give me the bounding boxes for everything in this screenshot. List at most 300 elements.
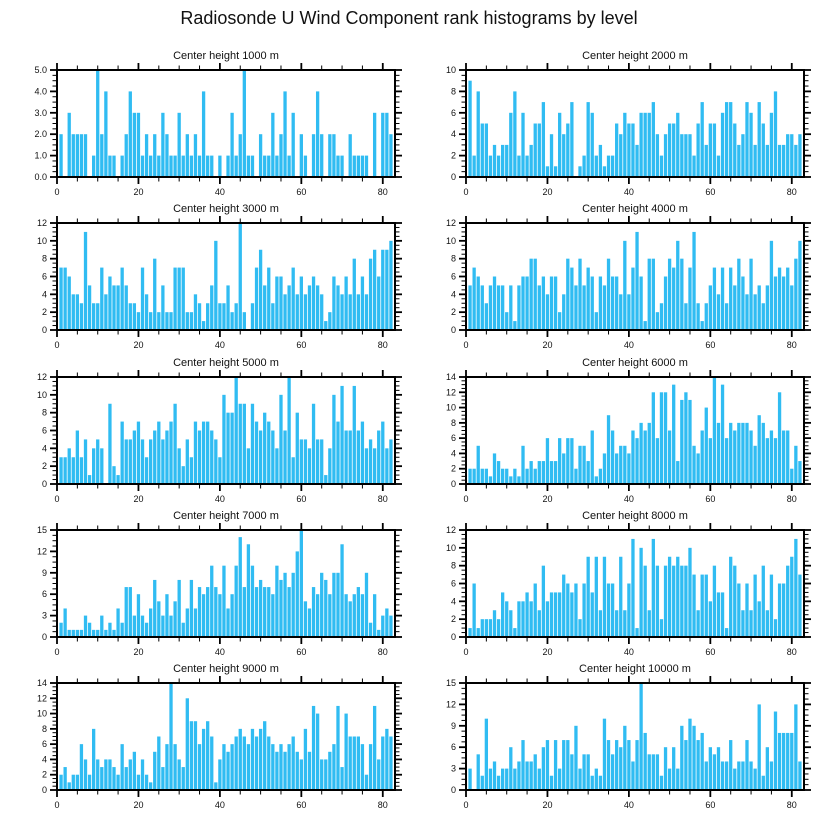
bar [226,608,229,637]
bar [753,769,756,790]
bar [385,608,388,637]
y-tick-label: 8 [41,407,47,418]
x-tick-label: 20 [542,494,553,504]
bar [149,312,152,330]
bar [542,747,545,790]
bar [530,461,533,484]
bar [121,268,124,330]
bar [178,113,181,177]
bar [182,268,185,330]
x-tick-label: 0 [463,340,469,350]
bar [513,769,516,790]
x-tick-label: 20 [133,494,144,504]
bar [782,145,785,177]
bar [198,587,201,637]
x-tick-label: 60 [296,647,307,657]
bar [296,294,299,330]
bar [607,156,610,177]
bar [112,630,115,637]
bar [165,594,168,637]
bar [357,587,360,637]
bar [497,619,500,637]
bar [501,285,504,330]
bar [279,134,282,177]
x-tick-label: 80 [377,800,388,810]
bar [194,721,197,790]
bar [542,102,545,177]
bar [153,580,156,637]
bar [489,619,492,637]
chart-title: Radiosonde U Wind Component rank histograms by level [180,8,638,28]
bar [377,759,380,790]
bar [753,575,756,637]
bar [729,740,732,790]
bar [320,759,323,790]
x-tick-label: 80 [377,187,388,197]
bar [259,134,262,177]
panel-center-height-1000-m [0,46,409,198]
bar [607,740,610,790]
bar [365,573,368,637]
bar [129,587,132,637]
bar [202,422,205,484]
bar [599,469,602,484]
y-tick-label: 0 [450,325,456,335]
y-tick-label: 0 [41,479,47,489]
bar [530,259,533,330]
bar [357,294,360,330]
bar [92,156,95,177]
bar [369,744,372,790]
bar [324,475,327,484]
bar [263,587,266,637]
panel-center-height-9000-m [0,659,409,811]
bar [692,156,695,177]
bar [550,277,553,331]
bar [611,431,614,485]
bar [100,268,103,330]
bar [599,610,602,637]
y-tick-label: 6 [41,589,47,600]
bar [385,729,388,790]
bar [468,81,471,177]
bar [239,729,242,790]
bar [603,166,606,177]
bar [639,683,642,790]
bar [304,729,307,790]
bar [672,566,675,637]
bar [745,584,748,638]
y-tick-label: 0 [450,785,456,795]
bar [173,268,176,330]
bar [88,475,91,484]
bar [505,469,508,484]
bar [794,446,797,484]
bar [251,566,254,637]
bar [778,145,781,177]
bar [283,752,286,790]
bar [709,747,712,790]
bar [477,628,480,637]
bar [696,453,699,484]
x-tick-label: 40 [623,647,634,657]
bar [554,277,557,331]
bar [692,446,695,484]
bar [611,584,614,638]
bar [619,557,622,637]
bar [745,294,748,330]
bar [353,594,356,637]
bar [672,124,675,178]
bar [489,769,492,790]
y-tick-label: 6 [450,742,456,753]
bar [733,124,736,178]
bar [542,277,545,331]
bar [680,726,683,790]
bar [88,623,91,637]
bar [701,321,704,330]
bar [493,761,496,790]
bar [279,395,282,484]
bar [92,630,95,637]
bar [798,575,801,637]
bar [599,277,602,331]
bar [530,601,533,637]
bar [357,156,360,177]
bar [68,448,71,484]
bar [493,277,496,331]
bar [725,761,728,790]
bar [59,775,62,790]
bar [627,453,630,484]
y-tick-label: 10 [445,65,456,75]
bar [84,439,87,484]
bar [790,469,793,484]
bar [255,268,258,330]
bar [324,580,327,637]
bar [587,754,590,790]
bar [218,594,221,637]
bar [206,156,209,177]
y-tick-label: 2 [450,614,456,625]
bar [505,601,508,637]
bar [283,294,286,330]
bar [753,294,756,330]
bar [497,461,500,484]
bar [222,395,225,484]
bar [108,759,111,790]
bar [582,754,585,790]
y-tick-label: 4 [41,289,47,300]
panel-center-height-5000-m [0,353,409,505]
plot-frame [57,223,395,330]
bar [578,166,581,177]
bar [287,377,290,484]
bar [595,557,598,637]
bar [538,610,541,637]
bar [251,404,254,484]
panel-svg [0,199,409,351]
bar [165,134,168,177]
bar [660,156,663,177]
bar [782,277,785,331]
bar [218,457,221,484]
bar [639,548,642,637]
bar [786,431,789,485]
x-tick-label: 20 [133,800,144,810]
bar [717,423,720,484]
bar [300,134,303,177]
bar [92,448,95,484]
bar [562,575,565,637]
bar [373,250,376,330]
bar [353,737,356,791]
bar [369,259,372,330]
bar [88,285,91,330]
bar [340,156,343,177]
x-tick-label: 40 [214,187,225,197]
plot-frame [57,70,395,177]
bar [173,744,176,790]
bar [794,145,797,177]
bar [275,566,278,637]
bar [595,476,598,484]
panel-svg [0,659,409,811]
bar [133,431,136,485]
bar [141,616,144,637]
panel-svg [409,199,818,351]
bar [481,124,484,178]
bar [353,156,356,177]
y-tick-label: 12 [36,218,47,228]
bar [133,616,136,637]
bar [365,294,368,330]
y-tick-label: 4 [450,129,456,140]
bar [562,134,565,177]
bar [296,752,299,790]
y-tick-label: 15 [36,525,47,535]
bar [485,619,488,637]
bar [786,566,789,637]
bar [790,285,793,330]
bar [578,619,581,637]
bar [684,566,687,637]
bar [574,285,577,330]
bar [182,466,185,484]
bar [292,113,295,177]
x-tick-label: 20 [542,800,553,810]
bar [705,575,708,637]
bar [652,754,655,790]
bar [316,91,319,177]
bar [161,616,164,637]
panel-center-height-6000-m [409,353,818,505]
bar [696,740,699,790]
panel-title: Center height 7000 m [173,510,279,522]
bar [644,431,647,485]
y-tick-label: 4 [450,596,456,607]
panel-title: Center height 6000 m [582,357,688,369]
panel-title: Center height 10000 m [579,663,691,675]
bar [226,156,229,177]
bar [344,277,347,331]
bar [349,134,352,177]
bar [509,747,512,790]
bar [627,124,630,178]
bar [497,776,500,790]
bar [389,241,392,330]
bar [644,321,647,330]
bar [59,134,62,177]
bar [125,285,128,330]
bar [721,113,724,177]
bar [648,754,651,790]
bar [619,294,622,330]
bar [733,566,736,637]
bar [648,610,651,637]
plot-frame [57,683,395,790]
bar [84,759,87,790]
y-tick-label: 6 [450,271,456,282]
bar [137,594,140,637]
bar [782,733,785,790]
bar [80,744,83,790]
bar [349,601,352,637]
bar [72,775,75,790]
bar [365,156,368,177]
bar [108,404,111,484]
bar [558,438,561,484]
bar [737,761,740,790]
bar [790,134,793,177]
bar [259,250,262,330]
x-tick-label: 20 [542,340,553,350]
bar [794,539,797,637]
x-tick-label: 20 [133,647,144,657]
bar [660,776,663,790]
y-tick-label: 2 [450,463,456,474]
bar [259,431,262,485]
bar [481,619,484,637]
bar [68,113,71,177]
bar [607,259,610,330]
bar [501,769,504,790]
bar [72,134,75,177]
bar [745,423,748,484]
bar [96,303,99,330]
bar [206,303,209,330]
x-tick-label: 80 [377,494,388,504]
bar [521,601,524,637]
bar [121,156,124,177]
y-tick-label: 8 [41,253,47,264]
bar [304,156,307,177]
bar [798,241,801,330]
bar [684,134,687,177]
bar [328,594,331,637]
x-tick-label: 40 [623,340,634,350]
bar [328,448,331,484]
bar [296,413,299,484]
bar [292,457,295,484]
bar [267,587,270,637]
bar [701,575,704,637]
bar [80,457,83,484]
bar [550,776,553,790]
bar [316,714,319,790]
bar [635,740,638,790]
bar [749,610,752,637]
bar [737,584,740,638]
bar [312,587,315,637]
y-tick-label: 0 [450,172,456,182]
bar [688,719,691,790]
bar [591,277,594,331]
bar [263,156,266,177]
bar [235,156,238,177]
bar [80,134,83,177]
bar [324,321,327,330]
bar [108,156,111,177]
bar [485,124,488,178]
bar [656,312,659,330]
bar [141,156,144,177]
bar [778,584,781,638]
bar [259,580,262,637]
bar [566,584,569,638]
bar [530,145,533,177]
bar [762,566,765,637]
bar [275,156,278,177]
bar [635,628,638,637]
bar [332,395,335,484]
x-tick-label: 60 [705,647,716,657]
bar [377,431,380,485]
bar [652,539,655,637]
bar [161,439,164,484]
bar [558,113,561,177]
bar [688,134,691,177]
bar [344,594,347,637]
x-tick-label: 20 [133,187,144,197]
bar [550,592,553,637]
bar [737,145,740,177]
panel-title: Center height 2000 m [582,50,688,62]
bar [304,294,307,330]
bar [182,623,185,637]
bar [287,285,290,330]
y-tick-label: 0.0 [34,172,47,182]
bar [300,759,303,790]
bar [758,704,761,790]
bar [611,277,614,331]
bar [275,448,278,484]
bar [202,729,205,790]
bar [631,539,634,637]
bar [153,134,156,177]
bar [729,268,732,330]
bar [749,431,752,485]
bar [68,782,71,790]
bar [672,268,675,330]
bar [141,759,144,790]
bar [721,761,724,790]
bar [505,312,508,330]
x-tick-label: 80 [786,340,797,350]
panel-center-height-3000-m [0,199,409,351]
bar [615,124,618,178]
bar [664,392,667,484]
